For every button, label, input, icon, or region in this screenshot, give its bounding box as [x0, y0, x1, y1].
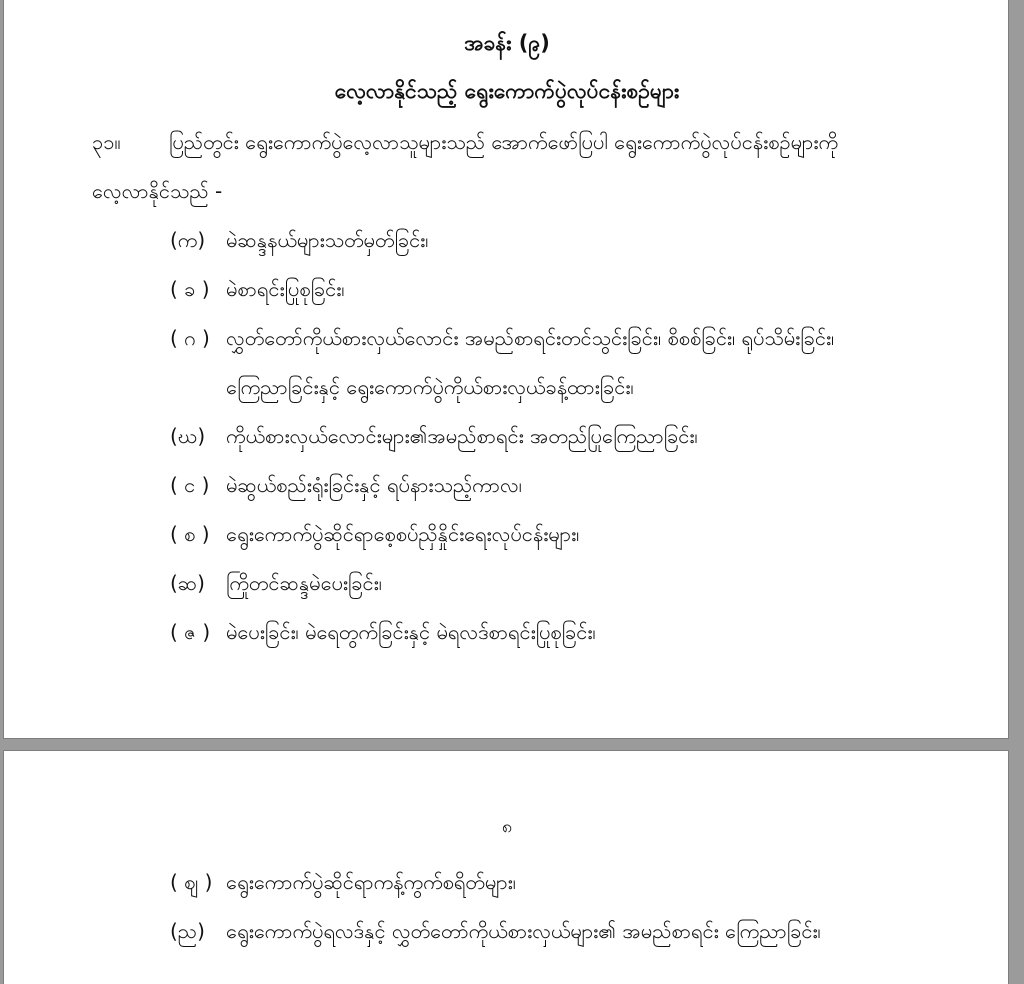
list-item-label: (ည) — [170, 919, 205, 943]
list-item-label: ( ဇ ) — [170, 620, 211, 644]
page-number: ၈ — [501, 816, 513, 837]
list-item-text: ကြိုတင်ဆန္ဒမဲပေးခြင်း၊ — [226, 571, 382, 595]
paragraph-text-line1: ပြည်တွင်း ရွေးကောက်ပွဲလေ့လာသူများသည် အောက်ဖော်ပြပါ ရွေးကောက်ပွဲလုပ်ငန်းစဉ်များကို — [169, 130, 839, 154]
document-page-1 — [3, 0, 1009, 739]
list-item-text: မဲစာရင်းပြုစုခြင်း၊ — [226, 277, 345, 301]
list-item-text: လွှတ်တော်ကိုယ်စားလှယ်လောင်း အမည်စာရင်းတင်သွင်းခြင်း၊ စိစစ်ခြင်း၊ ရုပ်သိမ်းခြင်း၊ — [226, 326, 835, 350]
list-item-label: (ဆ) — [170, 571, 205, 595]
list-item-label: ( စ ) — [170, 522, 210, 546]
list-item-label: ( ဂ ) — [170, 326, 210, 350]
document-page-2 — [3, 750, 1009, 984]
list-item-text: မဲဆန္ဒနယ်များသတ်မှတ်ခြင်း၊ — [226, 228, 429, 252]
list-item-text: မဲပေးခြင်း၊ မဲရေတွက်ခြင်းနှင့် မဲရလဒ်စာရင်းပြုစုခြင်း၊ — [226, 620, 596, 644]
list-item-label: ( ခ ) — [170, 277, 210, 301]
list-item-text-continued: ကြေညာခြင်းနှင့် ရွေးကောက်ပွဲကိုယ်စားလှယ်ခန့်ထားခြင်း၊ — [226, 375, 634, 399]
list-item-label: (ဃ) — [170, 424, 206, 448]
list-item-label: (က) — [170, 228, 206, 252]
list-item-label: ( င ) — [170, 473, 210, 497]
paragraph-number: ၃၁။ — [92, 130, 121, 154]
list-item-text: ရွေးကောက်ပွဲရလဒ်နှင့် လွှတ်တော်ကိုယ်စားလှယ်များ၏ အမည်စာရင်း ကြေညာခြင်း၊ — [226, 919, 821, 943]
paragraph-text-line2: လေ့လာနိုင်သည် - — [92, 179, 223, 203]
list-item-text: ကိုယ်စားလှယ်လောင်းများ၏အမည်စာရင်း အတည်ပြုကြေညာခြင်း၊ — [226, 424, 698, 448]
chapter-heading: အခန်း (၉) — [464, 31, 550, 55]
list-item-label: ( ဈ ) — [170, 870, 213, 894]
chapter-title: လေ့လာနိုင်သည့် ရွေးကောက်ပွဲလုပ်ငန်းစဉ်များ — [334, 79, 680, 103]
list-item-text: ရွေးကောက်ပွဲဆိုင်ရာစေ့စပ်ညှိနှိုင်းရေးလုပ်ငန်းများ၊ — [226, 522, 580, 546]
list-item-text: ရွေးကောက်ပွဲဆိုင်ရာကန့်ကွက်စရိတ်များ၊ — [226, 870, 516, 894]
list-item-text: မဲဆွယ်စည်းရုံးခြင်းနှင့် ရပ်နားသည့်ကာလ၊ — [226, 473, 522, 497]
